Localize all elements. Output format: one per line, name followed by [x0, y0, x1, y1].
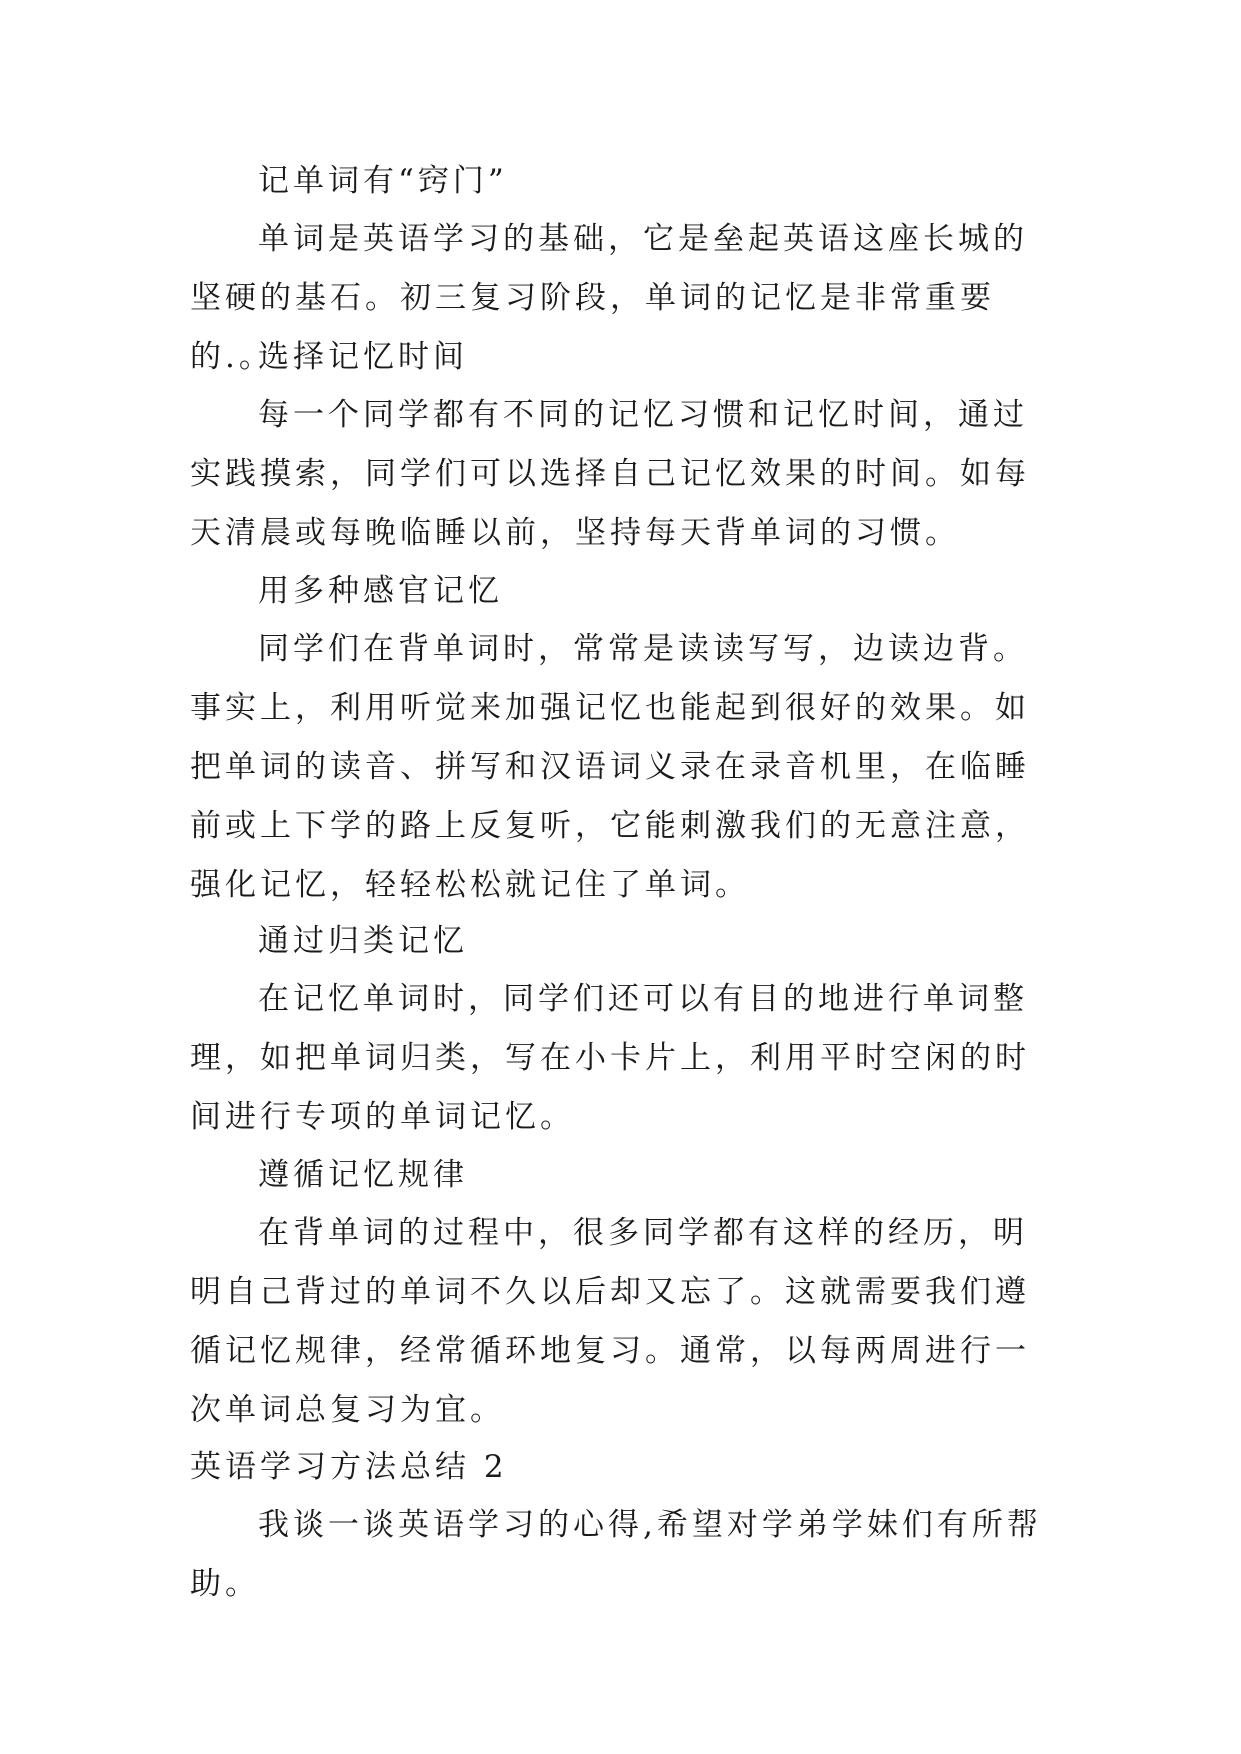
heading-multi-senses: 用多种感官记忆 [258, 573, 503, 609]
heading-choose-time: 选择记忆时间 [258, 339, 468, 375]
paragraph-choose-time: 每一个同学都有不同的记忆习惯和记忆时间，通过实践摸索，同学们可以选择自己记忆效果的时间。如每天清晨或每晚临睡以前，坚持每天背单词的习惯。 [190, 397, 1030, 551]
heading-memorize-tips: 记单词有“窍门” [258, 163, 508, 199]
paragraph-multi-senses: 同学们在背单词时，常常是读读写写，边读边背。事实上，利用听觉来加强记忆也能起到很好的效果。如把单词的读音、拼写和汉语词义录在录音机里，在临睡前或上下学的路上反复听，它能刺激我们的无意注意，强化记忆，轻轻松松就记住了单词。 [190, 631, 1030, 903]
heading-follow-pattern: 遵循记忆规律 [258, 1157, 468, 1193]
paragraph-follow-pattern: 在背单词的过程中，很多同学都有这样的经历，明明自己背过的单词不久以后却又忘了。这就需要我们遵循记忆规律，经常循环地复习。通常，以每两周进行一次单词总复习为宜。 [190, 1215, 1030, 1428]
paragraph-summary-2: 我谈一谈英语学习的心得,希望对学弟学妹们有所帮助。 [190, 1507, 1042, 1602]
section-title-summary-2: 英语学习方法总结 2 [190, 1449, 508, 1485]
paragraph-categorize: 在记忆单词时，同学们还可以有目的地进行单词整理，如把单词归类，写在小卡片上，利用平时空闲的时间进行专项的单词记忆。 [190, 981, 1030, 1135]
paragraph-intro: 单词是英语学习的基础，它是垒起英语这座长城的坚硬的基石。初三复习阶段，单词的记忆是非常重要的.。 [190, 221, 1028, 375]
heading-categorize: 通过归类记忆 [258, 923, 468, 959]
